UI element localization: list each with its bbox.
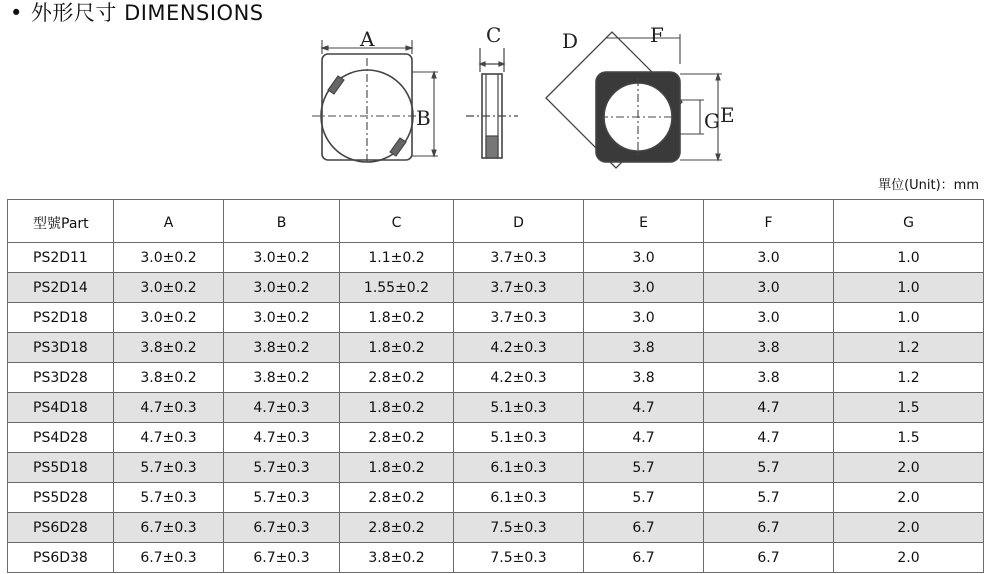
dimension-cell: 2.8±0.2 bbox=[340, 483, 454, 513]
dimension-cell: 5.7±0.3 bbox=[114, 483, 224, 513]
column-header: E bbox=[584, 200, 704, 243]
dimension-cell: 3.0 bbox=[704, 273, 834, 303]
dimension-cell: 4.7 bbox=[704, 423, 834, 453]
table-row bbox=[8, 333, 984, 363]
dimension-cell: 6.7±0.3 bbox=[224, 543, 340, 573]
table-body bbox=[8, 243, 984, 573]
dimension-cell: 1.1±0.2 bbox=[340, 243, 454, 273]
dimension-cell: 3.0 bbox=[704, 303, 834, 333]
dimension-cell: 2.8±0.2 bbox=[340, 513, 454, 543]
dimension-cell: 5.7±0.3 bbox=[224, 483, 340, 513]
dimension-cell: 2.8±0.2 bbox=[340, 363, 454, 393]
dimension-cell: 3.8 bbox=[584, 363, 704, 393]
dimension-cell: 3.0 bbox=[584, 303, 704, 333]
dimension-cell: 1.0 bbox=[834, 303, 984, 333]
table-row bbox=[8, 513, 984, 543]
dimension-cell: 2.0 bbox=[834, 513, 984, 543]
dimension-cell: 3.0±0.2 bbox=[114, 243, 224, 273]
table-row bbox=[8, 273, 984, 303]
dimension-cell: 3.7±0.3 bbox=[454, 303, 584, 333]
label-f: F bbox=[650, 23, 664, 47]
dimension-cell: 6.7 bbox=[704, 513, 834, 543]
dimension-diagram bbox=[310, 18, 735, 170]
dimension-cell: 5.7 bbox=[704, 453, 834, 483]
column-header: C bbox=[340, 200, 454, 243]
part-number-cell: PS6D38 bbox=[8, 543, 114, 573]
table-row bbox=[8, 303, 984, 333]
dimension-cell: 6.1±0.3 bbox=[454, 453, 584, 483]
dimension-cell: 5.7 bbox=[704, 483, 834, 513]
dimension-cell: 1.0 bbox=[834, 243, 984, 273]
part-number-cell: PS5D18 bbox=[8, 453, 114, 483]
dimension-cell: 3.0±0.2 bbox=[224, 273, 340, 303]
column-header: A bbox=[114, 200, 224, 243]
dimension-cell: 1.8±0.2 bbox=[340, 303, 454, 333]
dimension-cell: 6.7±0.3 bbox=[114, 513, 224, 543]
dimensions-table bbox=[7, 199, 984, 573]
dimension-cell: 3.0±0.2 bbox=[114, 303, 224, 333]
dimension-cell: 5.1±0.3 bbox=[454, 423, 584, 453]
dimension-cell: 5.7 bbox=[584, 453, 704, 483]
dimension-cell: 3.7±0.3 bbox=[454, 273, 584, 303]
dimension-cell: 3.0 bbox=[584, 243, 704, 273]
dimension-cell: 5.1±0.3 bbox=[454, 393, 584, 423]
dimension-cell: 1.8±0.2 bbox=[340, 333, 454, 363]
bullet-icon: • bbox=[10, 1, 23, 25]
top-view-drawing bbox=[312, 40, 438, 164]
dimension-cell: 3.7±0.3 bbox=[454, 243, 584, 273]
dimension-cell: 3.8 bbox=[704, 333, 834, 363]
part-number-cell: PS3D18 bbox=[8, 333, 114, 363]
column-header: D bbox=[454, 200, 584, 243]
table-row bbox=[8, 483, 984, 513]
dimension-cell: 1.8±0.2 bbox=[340, 453, 454, 483]
dimension-cell: 3.8±0.2 bbox=[340, 543, 454, 573]
dimension-cell: 4.7±0.3 bbox=[114, 393, 224, 423]
column-header: 型號Part bbox=[8, 200, 114, 243]
part-number-cell: PS5D28 bbox=[8, 483, 114, 513]
dimension-cell: 3.0±0.2 bbox=[114, 273, 224, 303]
dimension-cell: 3.8 bbox=[704, 363, 834, 393]
dimension-cell: 2.0 bbox=[834, 483, 984, 513]
dimension-cell: 3.8±0.2 bbox=[114, 363, 224, 393]
dimension-cell: 1.0 bbox=[834, 273, 984, 303]
part-number-cell: PS2D11 bbox=[8, 243, 114, 273]
dimension-cell: 6.7 bbox=[584, 543, 704, 573]
dimension-cell: 4.7±0.3 bbox=[224, 423, 340, 453]
dimension-cell: 2.8±0.2 bbox=[340, 423, 454, 453]
dimension-cell: 5.7 bbox=[584, 483, 704, 513]
table-row bbox=[8, 543, 984, 573]
label-b: B bbox=[416, 106, 431, 130]
dimension-cell: 1.8±0.2 bbox=[340, 393, 454, 423]
dimension-cell: 4.7±0.3 bbox=[114, 423, 224, 453]
dimension-cell: 6.7 bbox=[584, 513, 704, 543]
column-header: G bbox=[834, 200, 984, 243]
dimension-cell: 7.5±0.3 bbox=[454, 543, 584, 573]
dimension-cell: 1.2 bbox=[834, 363, 984, 393]
table-row bbox=[8, 453, 984, 483]
dimension-cell: 3.8±0.2 bbox=[114, 333, 224, 363]
dimension-cell: 2.0 bbox=[834, 543, 984, 573]
dimension-cell: 6.7±0.3 bbox=[114, 543, 224, 573]
dimension-cell: 1.55±0.2 bbox=[340, 273, 454, 303]
label-a: A bbox=[360, 27, 375, 51]
label-g: G bbox=[704, 109, 720, 133]
dimension-cell: 6.7 bbox=[704, 543, 834, 573]
part-number-cell: PS2D18 bbox=[8, 303, 114, 333]
table-header-row bbox=[8, 200, 984, 243]
unit-note: 單位(Unit)：mm bbox=[878, 178, 979, 193]
dimension-cell: 3.0 bbox=[704, 243, 834, 273]
part-number-cell: PS4D28 bbox=[8, 423, 114, 453]
dimension-cell: 4.7 bbox=[584, 393, 704, 423]
dimension-cell: 1.5 bbox=[834, 393, 984, 423]
part-number-cell: PS2D14 bbox=[8, 273, 114, 303]
column-header: F bbox=[704, 200, 834, 243]
section-title: 外形尺寸 DIMENSIONS bbox=[30, 1, 264, 25]
label-d: D bbox=[562, 29, 579, 53]
section-heading bbox=[10, 0, 264, 26]
dimension-cell: 6.7±0.3 bbox=[224, 513, 340, 543]
dimension-cell: 4.7 bbox=[584, 423, 704, 453]
dimension-cell: 4.7±0.3 bbox=[224, 393, 340, 423]
label-e: E bbox=[720, 103, 735, 127]
dimension-cell: 1.2 bbox=[834, 333, 984, 363]
dimension-cell: 6.1±0.3 bbox=[454, 483, 584, 513]
dimension-cell: 3.8±0.2 bbox=[224, 333, 340, 363]
dimension-cell: 3.0±0.2 bbox=[224, 243, 340, 273]
dimension-cell: 7.5±0.3 bbox=[454, 513, 584, 543]
dimension-cell: 2.0 bbox=[834, 453, 984, 483]
dimension-cell: 3.0±0.2 bbox=[224, 303, 340, 333]
dimension-cell: 5.7±0.3 bbox=[224, 453, 340, 483]
column-header: B bbox=[224, 200, 340, 243]
part-number-cell: PS4D18 bbox=[8, 393, 114, 423]
dimension-cell: 4.2±0.3 bbox=[454, 333, 584, 363]
part-number-cell: PS6D28 bbox=[8, 513, 114, 543]
table-row bbox=[8, 423, 984, 453]
dimension-cell: 3.8±0.2 bbox=[224, 363, 340, 393]
dimension-cell: 4.7 bbox=[704, 393, 834, 423]
table-row bbox=[8, 243, 984, 273]
dimension-cell: 3.0 bbox=[584, 273, 704, 303]
side-view-drawing bbox=[466, 48, 518, 158]
dimension-cell: 4.2±0.3 bbox=[454, 363, 584, 393]
dimension-cell: 3.8 bbox=[584, 333, 704, 363]
dimension-cell: 1.5 bbox=[834, 423, 984, 453]
label-c: C bbox=[486, 23, 502, 47]
dimension-cell: 5.7±0.3 bbox=[114, 453, 224, 483]
table-row bbox=[8, 393, 984, 423]
part-number-cell: PS3D28 bbox=[8, 363, 114, 393]
table-row bbox=[8, 363, 984, 393]
